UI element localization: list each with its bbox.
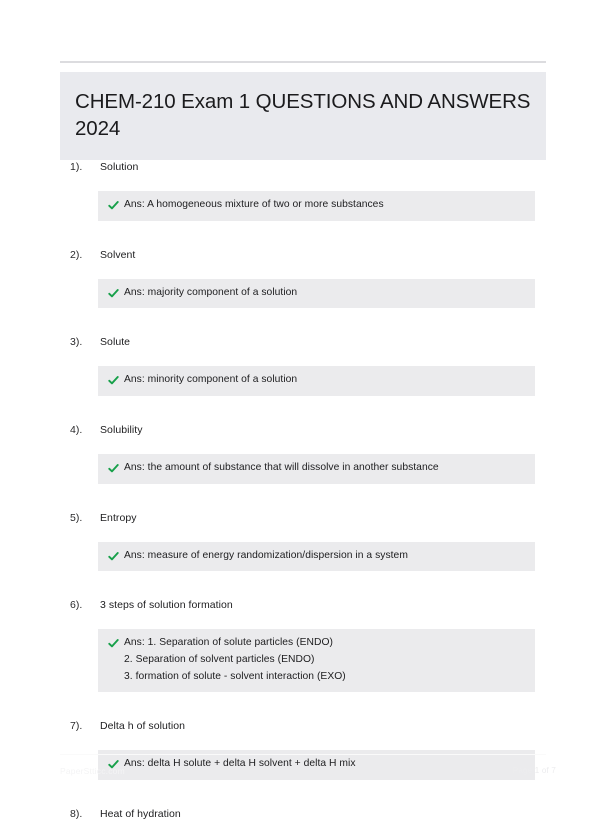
green-check-icon [108,375,119,386]
item-spacer [0,308,606,335]
question-number: 8). [70,808,83,821]
question-number: 4). [70,424,83,437]
answer-text: Ans: minority component of a solution [124,374,298,386]
qa-item [0,248,606,309]
answer-block [98,191,535,221]
answer-block [98,279,535,309]
answer-first-line [108,285,525,302]
question-answer-list [0,160,606,825]
question-text: Heat of hydration [100,808,181,821]
question-number: 7). [70,720,83,733]
answer-text: 3. formation of solute - solvent interaction (EXO) [124,670,346,682]
question-number: 5). [70,511,83,524]
answer-text: Ans: A homogeneous mixture of two or more substances [124,199,384,210]
question-row [0,719,606,737]
answer-first-line [108,548,525,565]
answer-text: Ans: 1. Separation of solute particles (ENDO) [124,637,333,649]
footer-divider [60,754,546,755]
footer-watermark: PaperStticc.com [60,766,125,776]
item-spacer [0,221,606,248]
item-spacer [0,484,606,511]
question-number: 6). [70,599,83,612]
document-title-band [60,72,546,160]
qa-item [0,511,606,572]
answer-text: Ans: delta H solute + delta H solvent + delta H mix [124,758,356,770]
answer-first-line [108,197,525,214]
answer-block [98,366,535,396]
answer-text: 2. Separation of solvent particles (ENDO) [124,654,315,666]
question-number: 3). [70,336,83,349]
question-text: Entropy [100,511,137,524]
item-spacer [0,396,606,423]
question-text: 3 steps of solution formation [100,599,233,612]
answer-first-line [108,635,525,652]
question-text: Solvent [100,248,136,261]
question-row [0,511,606,529]
question-row [0,598,606,616]
answer-continuation-line [108,652,525,669]
question-number: 2). [70,248,83,261]
item-spacer [0,692,606,719]
question-text: Delta h of solution [100,720,186,733]
qa-item [0,160,606,221]
qa-item [0,335,606,396]
page-footer [0,754,606,800]
question-text: Solubility [100,424,143,437]
answer-text: Ans: measure of energy randomization/dispersion in a system [124,549,408,561]
answer-first-line [108,372,525,389]
answer-first-line [108,460,525,477]
green-check-icon [108,200,119,211]
question-text: Solute [100,336,131,349]
question-row [0,248,606,266]
question-row [0,423,606,441]
page-title: CHEM-210 Exam 1 QUESTIONS AND ANSWERS 2024 [75,90,531,141]
answer-block [98,454,535,484]
answer-text: Ans: the amount of substance that will dissolve in another substance [124,462,439,474]
question-row [0,807,606,825]
green-check-icon [108,288,119,299]
green-check-icon [108,463,119,474]
question-row [0,160,606,178]
qa-item [0,598,606,692]
header-top-rule [60,61,546,63]
answer-text: Ans: majority component of a solution [124,286,298,298]
item-spacer [0,571,606,598]
qa-item [0,423,606,484]
answer-block [98,629,535,692]
green-check-icon [108,551,119,562]
answer-continuation-line [108,669,525,686]
question-number: 1). [70,161,83,173]
qa-item [0,807,606,825]
footer-page-number: Page 1 of 7 [512,766,556,775]
answer-block [98,542,535,572]
green-check-icon [108,638,119,649]
question-row [0,335,606,353]
question-text: Solution [100,161,139,173]
